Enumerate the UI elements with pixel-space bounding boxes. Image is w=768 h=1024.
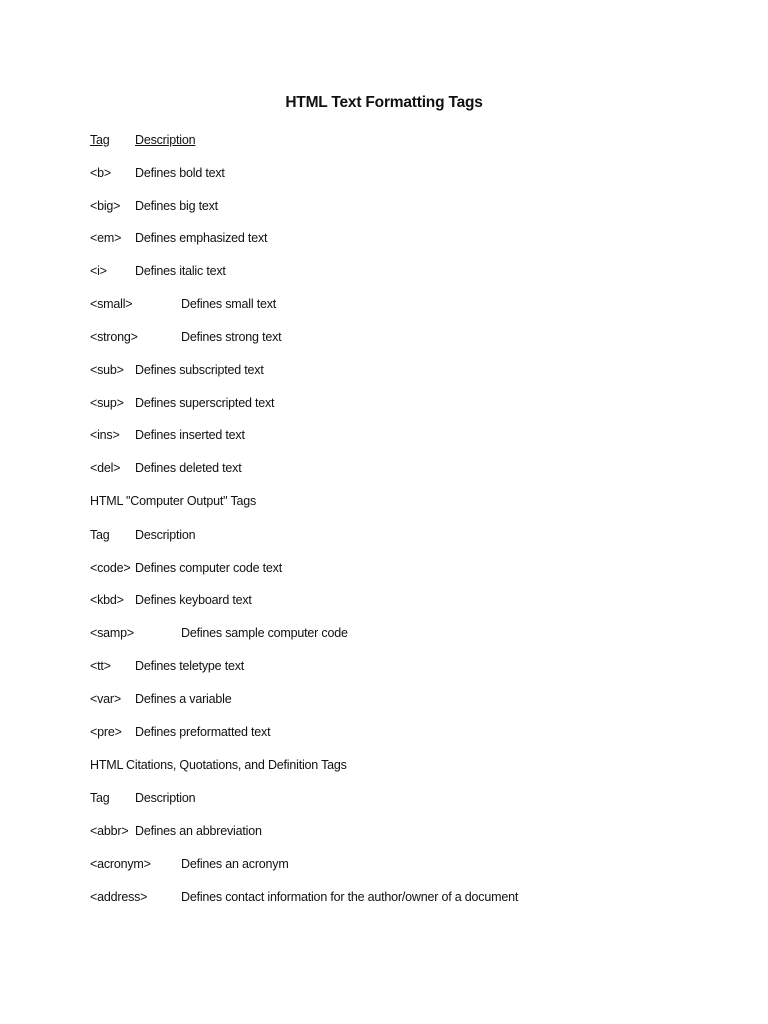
header-tag-label: Tag: [90, 791, 110, 805]
desc-cell: Defines deleted text: [135, 461, 242, 475]
tag-cell: <abbr>: [90, 824, 129, 838]
desc-cell: Defines preformatted text: [135, 725, 271, 739]
desc-cell: Defines italic text: [135, 264, 226, 278]
header-tag-label: Tag: [90, 528, 110, 542]
desc-cell: Defines sample computer code: [181, 626, 348, 640]
header-tag-label: Tag: [90, 133, 110, 147]
tag-cell: <kbd>: [90, 593, 124, 607]
tag-cell: <pre>: [90, 725, 122, 739]
desc-cell: Defines an abbreviation: [135, 824, 262, 838]
desc-cell: Defines teletype text: [135, 659, 245, 673]
tag-cell: <small>: [90, 297, 133, 311]
desc-cell: Defines keyboard text: [135, 593, 252, 607]
page-title: HTML Text Formatting Tags: [285, 94, 483, 111]
tag-cell: <code>: [90, 561, 131, 575]
tag-cell: <samp>: [90, 626, 134, 640]
desc-cell: Defines bold text: [135, 166, 225, 180]
header-desc-label: Description: [135, 791, 196, 805]
section-heading: HTML Citations, Quotations, and Definition Tags: [90, 758, 347, 772]
desc-cell: Defines small text: [181, 297, 277, 311]
tag-cell: <ins>: [90, 428, 120, 442]
desc-cell: Defines contact information for the author/owner of a document: [181, 890, 519, 904]
desc-cell: Defines big text: [135, 199, 218, 213]
tag-cell: <del>: [90, 461, 121, 475]
section-heading: HTML "Computer Output" Tags: [90, 494, 257, 508]
desc-cell: Defines a variable: [135, 692, 232, 706]
tag-cell: <address>: [90, 890, 148, 904]
tag-cell: <big>: [90, 199, 121, 213]
desc-cell: Defines strong text: [181, 330, 282, 344]
tag-cell: <sup>: [90, 396, 124, 410]
tag-cell: <em>: [90, 231, 122, 245]
header-desc-label: Description: [135, 133, 196, 147]
desc-cell: Defines emphasized text: [135, 231, 268, 245]
desc-cell: Defines inserted text: [135, 428, 245, 442]
tag-cell: <strong>: [90, 330, 138, 344]
desc-cell: Defines subscripted text: [135, 363, 264, 377]
desc-cell: Defines an acronym: [181, 857, 289, 871]
tag-cell: <var>: [90, 692, 121, 706]
tag-cell: <i>: [90, 264, 107, 278]
tag-cell: <sub>: [90, 363, 124, 377]
tag-cell: <acronym>: [90, 857, 151, 871]
desc-cell: Defines superscripted text: [135, 396, 275, 410]
tag-cell: <tt>: [90, 659, 111, 673]
header-desc-label: Description: [135, 528, 196, 542]
tag-cell: <b>: [90, 166, 111, 180]
desc-cell: Defines computer code text: [135, 561, 282, 575]
